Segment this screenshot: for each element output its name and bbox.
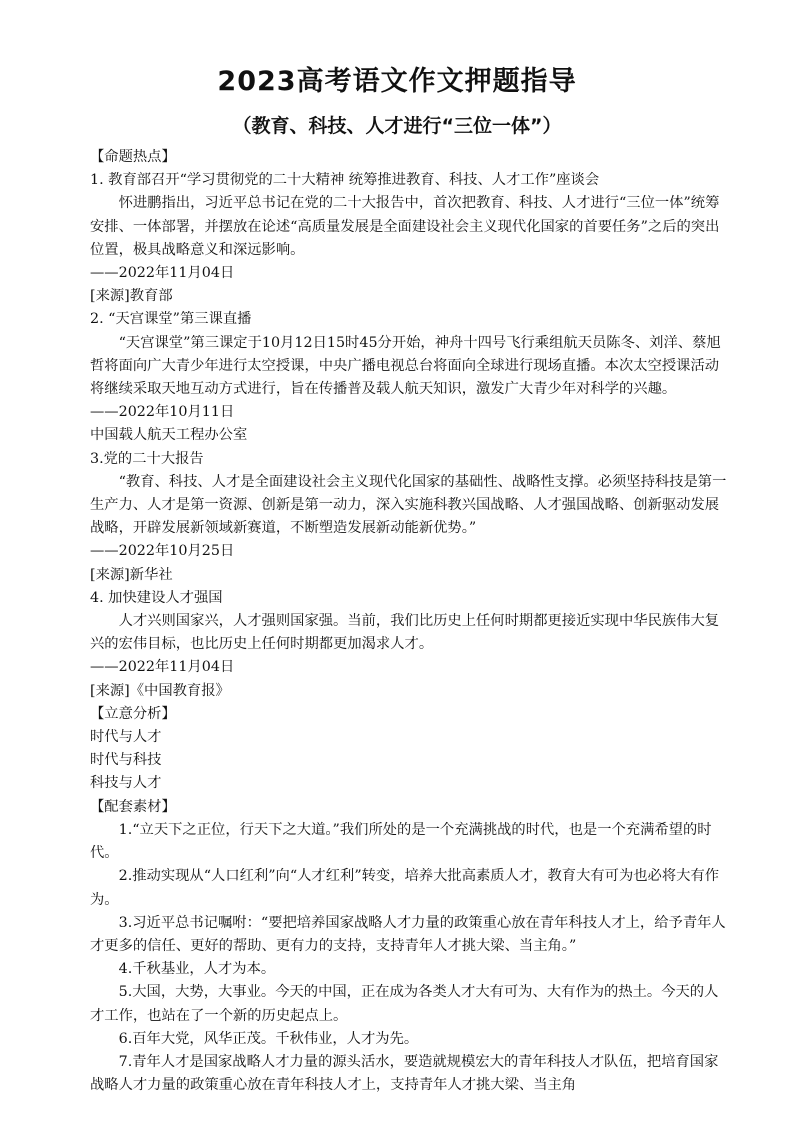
document-paragraph: 科技与人才 [90, 775, 162, 792]
document-paragraph: [来源]新华社 [90, 566, 173, 583]
document-paragraph: 人才兴则国家兴，人才强则国家强。当前，我们比历史上任何时期都更接近实现中华民族伟大复兴的宏伟目标，也比历史上任何时期都更加渴求人才。 [90, 613, 720, 653]
document-paragraph: ——2022年10月11日 [90, 404, 235, 421]
document-paragraph: ——2022年11月04日 [90, 265, 235, 282]
document-paragraph: 怀进鹏指出，习近平总书记在党的二十大报告中，首次把教育、科技、人才进行“三位一体”统筹安排、一体部署，并摆放在论述“高质量发展是全面建设社会主义现代化国家的首要任务”之后的突出位置，极具战略意义和深远影响。 [90, 195, 720, 258]
document-paragraph: 【配套素材】 [90, 798, 176, 815]
document-paragraph: ——2022年11月04日 [90, 659, 235, 676]
document-paragraph: 2.推动实现从“人口红利”向“人才红利”转变，培养大批高素质人才，教育大有可为也必将大有作为。 [90, 868, 720, 908]
document-paragraph: 6.百年大党，风华正茂。千秋伟业，人才为先。 [118, 1030, 419, 1047]
document-paragraph: 1.“立天下之正位，行天下之大道。”我们所处的是一个充满挑战的时代，也是一个充满希望的时代。 [90, 821, 712, 862]
document-title: 2023高考语文作文押题指导 [217, 66, 577, 97]
document-paragraph: 3.党的二十大报告 [90, 450, 204, 467]
document-paragraph: 7.青年人才是国家战略人才力量的源头活水，要造就规模宏大的青年科技人才队伍，把培育国家战略人才力量的政策重心放在青年科技人才上，支持青年人才挑大梁、当主角 [90, 1053, 719, 1094]
document-subtitle: （教育、科技、人才进行“三位一体”） [232, 115, 562, 137]
document-paragraph: 3.习近平总书记嘱咐：“要把培养国家战略人才力量的政策重心放在青年科技人才上，给予青年人才更多的信任、更好的帮助、更有力的支持，支持青年人才挑大梁、当主角。” [90, 914, 726, 954]
document-paragraph: 1. 教育部召开“学习贯彻党的二十大精神 统筹推进教育、科技、人才工作”座谈会 [90, 172, 600, 189]
document-paragraph: 【立意分析】 [90, 705, 176, 722]
document-paragraph: 【命题热点】 [90, 149, 176, 165]
document-body [90, 146, 730, 1097]
document-paragraph: 中国载人航天工程办公室 [90, 427, 248, 444]
document-paragraph: 时代与科技 [90, 752, 162, 769]
document-paragraph: 4.千秋基业，人才为本。 [118, 961, 276, 978]
document-paragraph: “教育、科技、人才是全面建设社会主义现代化国家的基础性、战略性支撑。必须坚持科技是第一生产力、人才是第一资源、创新是第一动力，深入实施科教兴国战略、人才强国战略、创新驱动发展战略，开辟发展新领域新赛道，不断塑造发展新动能新优势。” [90, 473, 727, 537]
document-paragraph: 4. 加快建设人才强国 [90, 589, 223, 606]
document-paragraph: 2. “天宫课堂”第三课直播 [90, 311, 252, 328]
document-paragraph: [来源]《中国教育报》 [90, 682, 230, 699]
document-paragraph: “天宫课堂”第三课定于10月12日15时45分开始，神舟十四号飞行乘组航天员陈冬、刘洋、蔡旭哲将面向广大青少年进行太空授课，中央广播电视总台将面向全球进行现场直播。本次太空授课活动将继续采取天地互动方式进行，旨在传播普及载人航天知识，激发广大青少年对科学的兴趣。 [90, 334, 721, 398]
document-paragraph: 5.大国，大势，大事业。今天的中国，正在成为各类人才大有可为、大有作为的热土。今天的人才工作，也站在了一个新的历史起点上。 [90, 984, 719, 1024]
document-paragraph: 时代与人才 [90, 729, 162, 746]
document-paragraph: [来源]教育部 [90, 288, 173, 305]
document-paragraph: ——2022年10月25日 [90, 543, 235, 560]
